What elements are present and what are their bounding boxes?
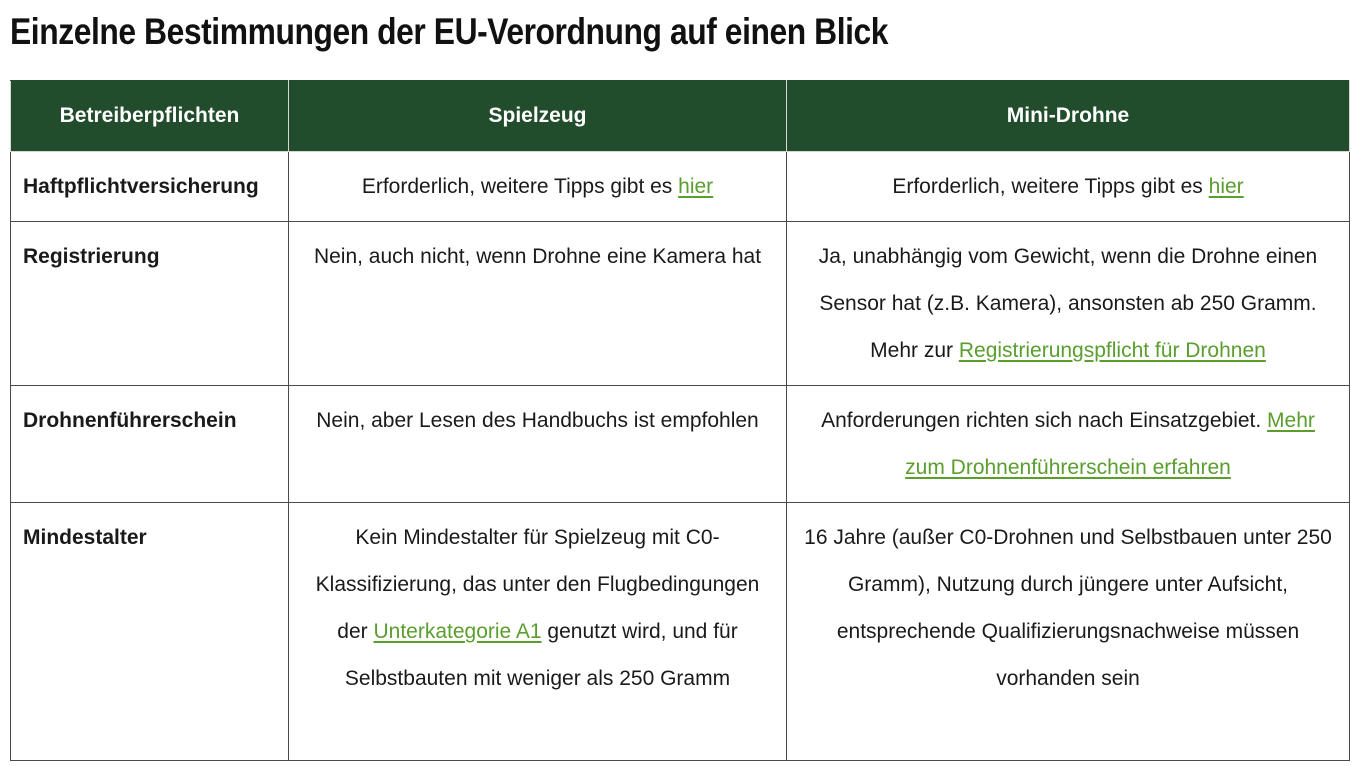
header-mini-drone: Mini-Drohne [787,81,1350,152]
regulations-table [10,80,1350,761]
insurance-tips-link[interactable]: hier [1208,175,1244,198]
row-label: Drohnenführerschein [11,386,289,503]
insurance-tips-link[interactable]: hier [678,175,714,198]
table-row-liability-insurance [11,152,1350,222]
cell-text: Anforderungen richten sich nach Einsatzgebiet. [821,409,1268,432]
subcategory-a1-link[interactable]: Unterkategorie A1 [373,620,542,643]
table-row-minimum-age [11,503,1350,761]
table-row-drone-license [11,386,1350,503]
toy-cell [289,222,787,386]
drone-cell [787,152,1350,222]
row-label: Haftpflichtversicherung [11,152,289,222]
header-toy: Spielzeug [289,81,787,152]
page-title: Einzelne Bestimmungen der EU-Verordnung auf einen Blick [10,11,889,52]
cell-text: Erforderlich, weitere Tipps gibt es [892,175,1209,198]
cell-text: Erforderlich, weitere Tipps gibt es [361,175,679,198]
cell-text: Nein, aber Lesen des Handbuchs ist empfohlen [316,409,759,432]
toy-cell [289,386,787,503]
cell-text: Nein, auch nicht, wenn Drohne eine Kamera hat [313,245,762,268]
drone-cell [787,386,1350,503]
header-operator-obligations: Betreiberpflichten [11,81,289,152]
table-row-registration [11,222,1350,386]
toy-cell [289,152,787,222]
toy-cell [289,503,787,761]
table-header-row [11,81,1350,152]
drone-license-link[interactable]: Mehr zum Drohnenführerschein erfahren [905,409,1315,479]
cell-text: 16 Jahre (außer C0-Drohnen und Selbstbauen unter 250 Gramm), Nutzung durch jüngere unter Aufsicht, entsprechende Qualifizierungsnachweise müssen vorhanden sein [804,526,1332,690]
cell-text: Ja, unabhängig vom Gewicht, wenn die Drohne einen Sensor hat (z.B. Kamera), ansonsten ab 250 Gramm. Mehr zur [818,245,1318,362]
drone-cell [787,503,1350,761]
registration-obligation-link[interactable]: Registrierungspflicht für Drohnen [958,339,1266,362]
row-label: Registrierung [11,222,289,386]
cell-text-after: genutzt wird, und für Selbstbauten mit weniger als 250 Gramm [344,620,738,690]
row-label: Mindestalter [11,503,289,761]
cell-text: Kein Mindestalter für Spielzeug mit C0-Klassifizierung, das unter den Flugbedingungen der [315,526,760,643]
drone-cell [787,222,1350,386]
